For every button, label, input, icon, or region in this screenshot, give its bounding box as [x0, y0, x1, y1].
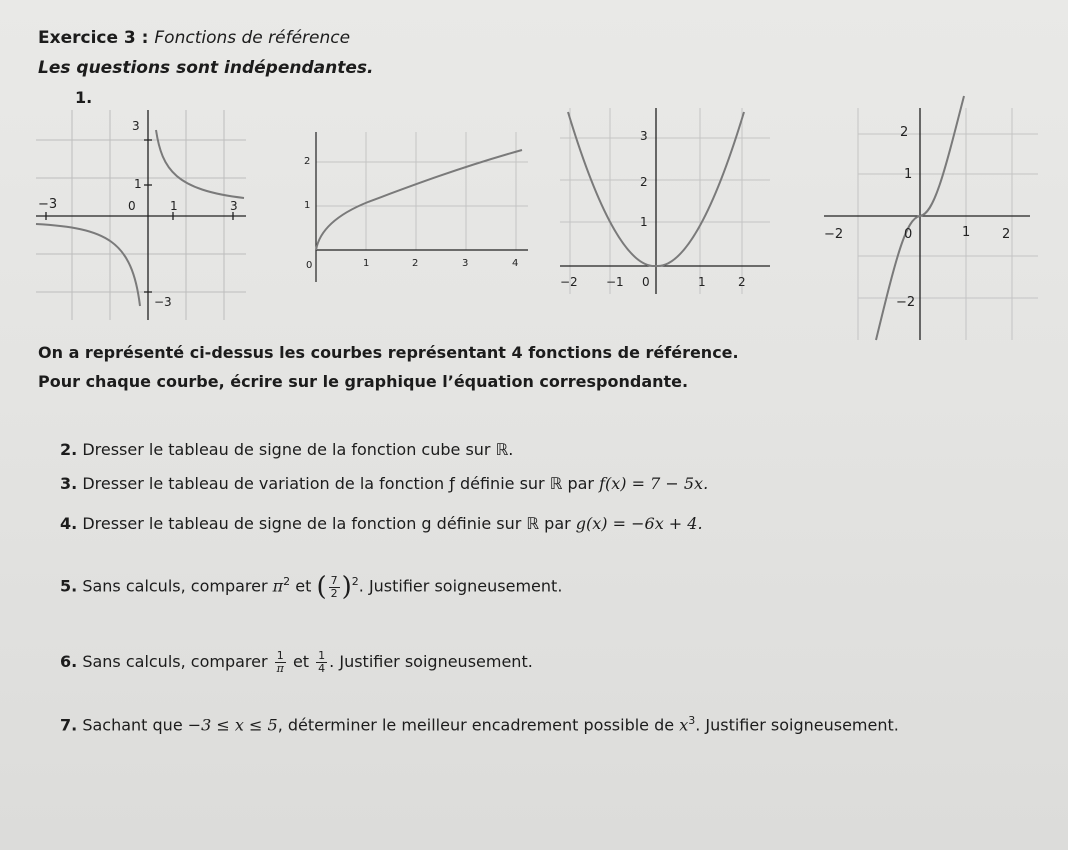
- question-6-text-a: Sans calculs, comparer: [82, 652, 273, 671]
- cube-label-ym2: −2: [896, 295, 916, 310]
- question-4-formula: g(x) = −6x + 4.: [575, 514, 703, 533]
- inv-label-origin: 0: [128, 199, 136, 213]
- sqrt-label-x1: 1: [363, 258, 370, 269]
- inv-label-y1: 1: [134, 177, 142, 191]
- graph-inverse-function: [36, 110, 246, 320]
- question-6-and: et: [287, 652, 315, 671]
- cube-label-y2: 2: [900, 125, 909, 140]
- question-1-caption: On a représenté ci-dessus les courbes représentant 4 fonctions de référence.: [38, 343, 739, 362]
- question-3-formula: f(x) = 7 − 5x.: [599, 474, 709, 493]
- question-2: [60, 440, 513, 459]
- question-5-pi: π: [272, 576, 284, 596]
- question-7-text-b: , déterminer le meilleur encadrement possible de: [277, 715, 680, 735]
- question-5-text-a: Sans calculs, comparer: [82, 576, 273, 596]
- question-7-number: 7.: [60, 715, 78, 735]
- inv-label-x3: 3: [230, 199, 238, 213]
- graph-cube-function: [818, 108, 1038, 340]
- question-1-number: 1.: [75, 88, 93, 107]
- question-7-text-c: . Justifier soigneusement.: [695, 715, 899, 735]
- sq-label-y3: 3: [640, 129, 648, 143]
- sq-label-y1: 1: [640, 215, 648, 229]
- sqrt-label-origin: 0: [306, 260, 313, 271]
- sq-label-y2: 2: [640, 175, 648, 189]
- cube-label-x2: 2: [1002, 227, 1011, 242]
- question-5: 5. Sans calculs, comparer $\pi^2$ et ( $\frac{7}{2}$ )$^2$. Justifier soigneusement.: [60, 572, 563, 602]
- inv-label-y3: 3: [132, 119, 140, 133]
- sq-label-x1: 1: [698, 275, 706, 289]
- question-3-text: Dresser le tableau de variation de la fonction ƒ définie sur ℝ par: [82, 474, 600, 493]
- question-4-text: Dresser le tableau de signe de la fonction g définie sur ℝ par: [82, 514, 576, 533]
- question-7: [60, 714, 899, 734]
- inv-label-ym3: −3: [154, 295, 172, 309]
- question-2-number: 2.: [60, 440, 78, 459]
- sqrt-label-x2: 2: [412, 258, 419, 269]
- question-6-number: 6.: [60, 652, 78, 671]
- question-5-exp: 2: [283, 575, 291, 589]
- question-6-text-b: . Justifier soigneusement.: [329, 652, 533, 671]
- inv-label-xm3: −3: [38, 197, 58, 212]
- question-4: [60, 514, 703, 533]
- exercise-subtitle: Les questions sont indépendantes.: [38, 58, 374, 78]
- question-7-x: x: [679, 715, 689, 735]
- question-5-text-b: . Justifier soigneusement.: [358, 576, 563, 596]
- exercise-title-prefix: Exercice 3 :: [38, 28, 155, 48]
- sq-label-xm1: −1: [606, 275, 624, 289]
- question-5-frac-exp: 2: [351, 575, 359, 589]
- graph-square-root: [288, 132, 528, 282]
- question-7-text-a: Sachant que: [82, 715, 188, 735]
- question-2-text: Dresser le tableau de signe de la fonction cube sur ℝ.: [82, 440, 514, 459]
- exercise-title: [38, 28, 350, 48]
- inv-label-x1: 1: [170, 199, 178, 213]
- question-1-instruction: Pour chaque courbe, écrire sur le graphique l’équation correspondante.: [38, 372, 689, 391]
- cube-label-xm2: −2: [824, 227, 844, 242]
- sqrt-label-y2: 2: [304, 156, 311, 167]
- question-5-fraction: $\frac{7}{2}$: [330, 573, 338, 600]
- question-7-inequality: −3 ≤ x ≤ 5: [187, 715, 278, 735]
- question-3: [60, 474, 708, 493]
- sqrt-label-x4: 4: [512, 258, 519, 269]
- sq-label-origin: 0: [642, 275, 650, 289]
- question-5-and: et: [290, 576, 317, 596]
- question-6-fraction-1: $\frac{1}{\pi}$: [276, 649, 284, 675]
- sq-label-x2: 2: [738, 275, 746, 289]
- question-3-number: 3.: [60, 474, 78, 493]
- exercise-title-topic: Fonctions de référence: [154, 28, 351, 48]
- question-5-number: 5.: [60, 576, 78, 596]
- cube-label-origin: 0: [904, 227, 913, 242]
- sqrt-label-y1: 1: [304, 200, 311, 211]
- question-4-number: 4.: [60, 514, 78, 533]
- graph-square-function: [560, 108, 770, 294]
- question-6-fraction-2: $\frac{1}{4}$: [318, 649, 326, 675]
- question-7-exp: 3: [688, 714, 696, 727]
- cube-label-y1: 1: [904, 167, 913, 182]
- cube-label-x1: 1: [962, 225, 971, 240]
- question-6: [60, 650, 533, 675]
- sqrt-label-x3: 3: [462, 258, 469, 269]
- sq-label-xm2: −2: [560, 275, 578, 289]
